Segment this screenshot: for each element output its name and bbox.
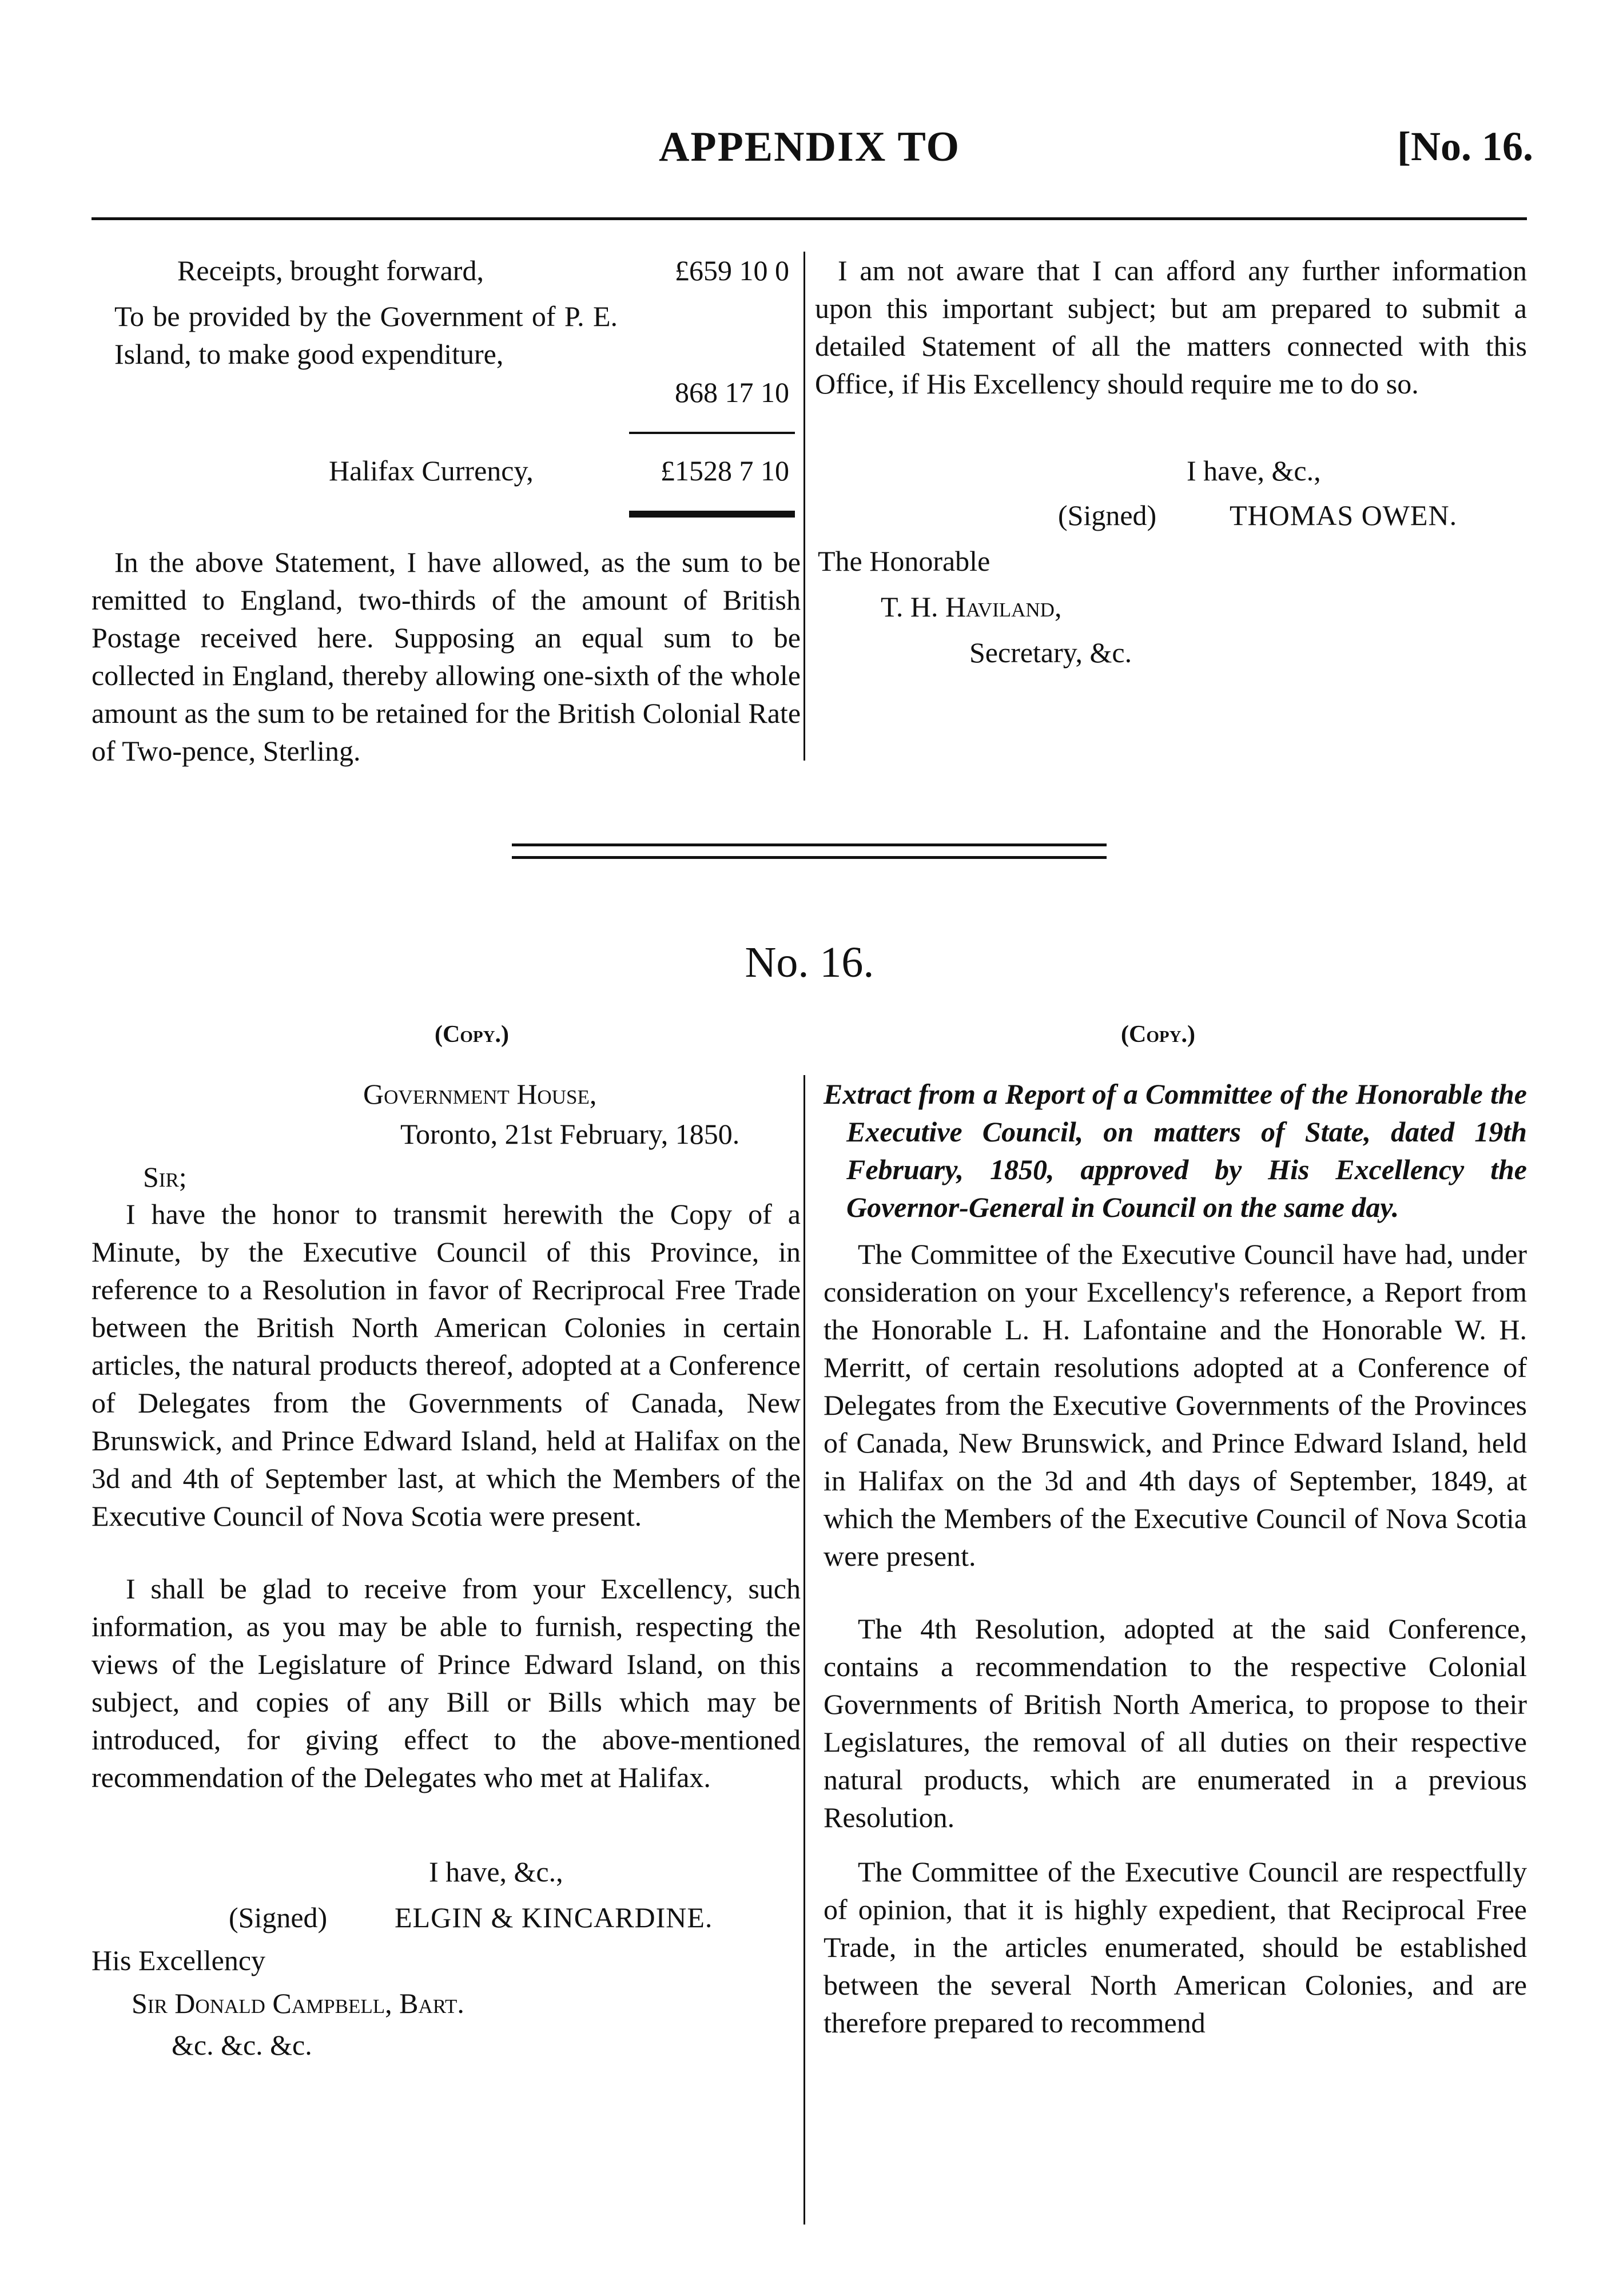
letter-date: Toronto, 21st February, 1850. bbox=[400, 1118, 740, 1150]
section-rule-bottom bbox=[512, 856, 1107, 859]
owen-addressee-line3: Secretary, &c. bbox=[969, 636, 1132, 668]
report-extract-heading: Extract from a Report of a Committee of the Honorable the Executive Council, on matters of State, dated 19th February, 1850, approved by His Excellency the Governor-General in Council on the same day. bbox=[824, 1078, 1527, 1223]
letter-closing: I have, &c., bbox=[429, 1856, 563, 1888]
letter-addressee-line3: &c. &c. &c. bbox=[172, 2029, 312, 2061]
copy-label-right: (Copy.) bbox=[1121, 1021, 1196, 1048]
provided-amount: 868 17 10 bbox=[675, 376, 789, 408]
report-paragraph-3: The Committee of the Executive Council are respectfully of opinion, that it is highly expedient, that Reciprocal Free Trade, in the articles enumerated, should be established between the several North American Colonies, and are therefore prepared to recommend bbox=[824, 1856, 1527, 2039]
owen-paragraph: I am not aware that I can afford any further information upon this important subject; but am prepared to submit a detailed Statement of all the matters connected with this Office, if His Excellency should require me to do so. bbox=[815, 254, 1527, 400]
letter-salutation: Sir; bbox=[143, 1161, 187, 1193]
report-paragraph-1: The Committee of the Executive Council have had, under consideration on your Excellency's reference, a Report from the Honorable L. H. Lafontaine and the Honorable W. H. Merritt, of certain resolutions adopted at a Conference of Delegates from the Executive Governments of the Provinces of Canada, New Brunswick, and Prince Edward Island, held in Halifax on the 3d and 4th days of September, 1849, at which the Members of the Executive Council of Nova Scotia were present. bbox=[824, 1238, 1527, 1572]
letter-addressee-line1: His Excellency bbox=[92, 1944, 266, 1976]
column-divider-top bbox=[803, 252, 805, 761]
total-double-rule bbox=[629, 511, 795, 518]
copy-label-left: (Copy.) bbox=[435, 1021, 510, 1048]
page-number: [No. 16. bbox=[1397, 124, 1533, 169]
receipts-amount: £659 10 0 bbox=[675, 254, 789, 286]
sum-rule bbox=[629, 432, 795, 434]
owen-addressee-line1: The Honorable bbox=[818, 545, 991, 577]
owen-signature: THOMAS OWEN. bbox=[1230, 499, 1458, 531]
letter-place: Government House, bbox=[363, 1078, 597, 1110]
statement-paragraph: In the above Statement, I have allowed, as the sum to be remitted to England, two-thirds of the amount of British Postage received here. Supposing an equal sum to be collected in England, thereby allowing one-sixth of the whole amount as the sum to be retained for the British Colonial Rate of Two-pence, Sterling. bbox=[92, 546, 801, 767]
report-paragraph-2: The 4th Resolution, adopted at the said Conference, contains a recommendation to the respective Colonial Governments of British North America, to propose to their Legislatures, the removal of all duties on their respective natural products, which are enumerated in a previous Resolution. bbox=[824, 1613, 1527, 1833]
letter-signed-label: (Signed) bbox=[229, 1901, 328, 1933]
letter-paragraph-1: I have the honor to transmit herewith the Copy of a Minute, by the Executive Council of this Province, in reference to a Resolution in favor of Recriprocal Free Trade between the British North American Colonies in certain articles, the natural products thereof, adopted at a Conference of Delegates from the Governments of Canada, New Brunswick, and Prince Edward Island, held at Halifax on the 3d and 4th of September last, at which the Members of the Executive Council of Nova Scotia were present. bbox=[92, 1198, 801, 1532]
letter-paragraph-2: I shall be glad to receive from your Excellency, such information, as you may be able to furnish, respecting the views of the Legislature of Prince Edward Island, on this subject, and copies of any Bill or Bills which may be introduced, for giving effect to the above-mentioned recommendation of the Delegates who met at Halifax. bbox=[92, 1573, 801, 1793]
column-divider-bottom bbox=[803, 1075, 805, 2225]
section-title: No. 16. bbox=[745, 938, 874, 986]
provided-label-text: To be provided by the Government of P. E. Island, to make good expenditure, bbox=[114, 300, 618, 370]
owen-addressee-line2: T. H. Haviland, bbox=[881, 591, 1062, 623]
letter-signature: ELGIN & KINCARDINE. bbox=[395, 1901, 713, 1933]
provided-label bbox=[114, 297, 618, 373]
letter-addressee-line2: Sir Donald Campbell, Bart. bbox=[132, 1987, 464, 2019]
receipts-label: Receipts, brought forward, bbox=[177, 254, 484, 286]
section-rule-top bbox=[512, 843, 1107, 846]
page-header-title: APPENDIX TO bbox=[658, 124, 961, 170]
currency-label: Halifax Currency, bbox=[329, 455, 534, 487]
owen-closing: I have, &c., bbox=[1187, 455, 1321, 487]
header-rule bbox=[92, 217, 1527, 220]
owen-signed-label: (Signed) bbox=[1058, 499, 1157, 531]
currency-amount: £1528 7 10 bbox=[661, 455, 789, 487]
